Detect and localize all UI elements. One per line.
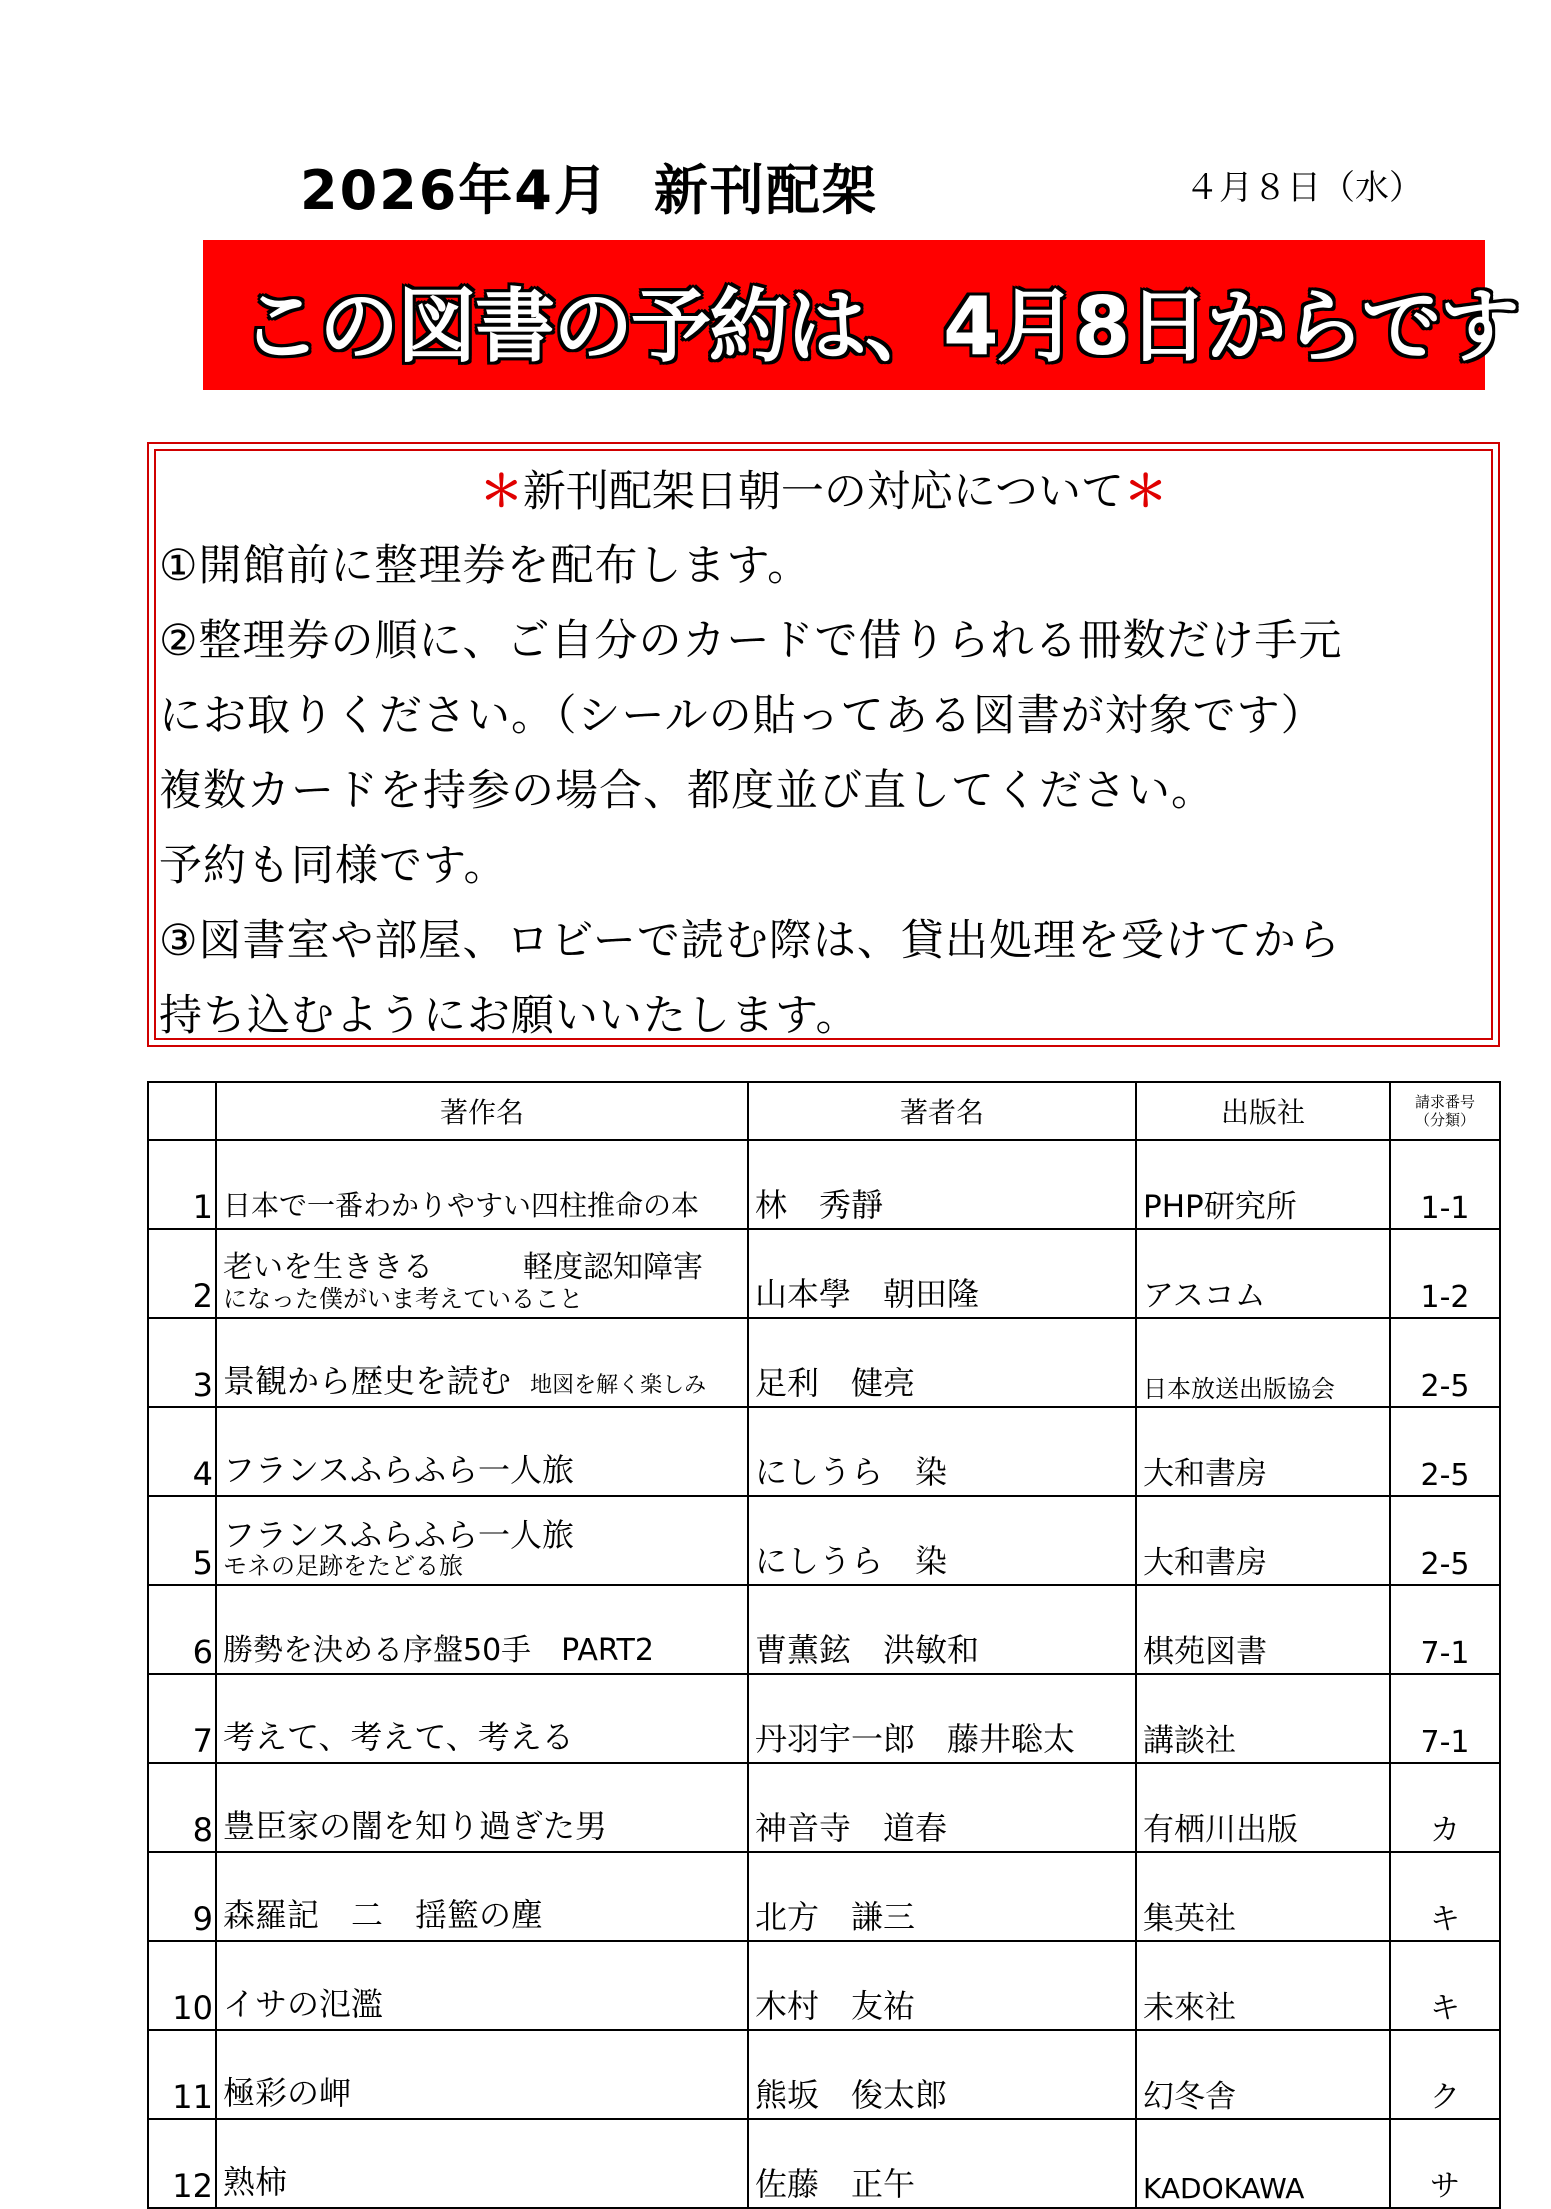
reservation-banner: [203, 240, 1518, 390]
row-author: 足利 健亮: [748, 1318, 1136, 1407]
row-code: 7-1: [1390, 1674, 1500, 1763]
row-title-block: [216, 1496, 748, 1585]
row-title: 森羅記 二 揺籃の塵: [216, 1852, 748, 1941]
row-publisher: KADOKAWA: [1136, 2119, 1390, 2208]
row-number: 7: [148, 1674, 216, 1763]
row-title: 考えて、考えて、考える: [216, 1674, 748, 1763]
table-row: [148, 1140, 1500, 1229]
row-author: 神音寺 道春: [748, 1763, 1136, 1852]
book-table: [147, 1081, 1501, 2209]
row-number: 8: [148, 1763, 216, 1852]
row-publisher: 日本放送出版協会: [1136, 1318, 1390, 1407]
row-code: 7-1: [1390, 1585, 1500, 1674]
table-row: [148, 1407, 1500, 1496]
row-number: 11: [148, 2030, 216, 2119]
row-code: 1-1: [1390, 1140, 1500, 1229]
row-number: 2: [148, 1229, 216, 1318]
row-publisher: 講談社: [1136, 1674, 1390, 1763]
row-number: 3: [148, 1318, 216, 1407]
header-author: 著者名: [748, 1082, 1136, 1140]
row-author: 佐藤 正午: [748, 2119, 1136, 2208]
row-code: ク: [1390, 2030, 1500, 2119]
notice-line: 予約も同様です。: [159, 841, 508, 891]
row-publisher: 集英社: [1136, 1852, 1390, 1941]
row-subtitle: になった僕がいま考えていること: [223, 1285, 583, 1313]
row-code: 2-5: [1390, 1496, 1500, 1585]
row-author: 山本學 朝田隆: [748, 1229, 1136, 1318]
row-title: フランスふらふら一人旅: [216, 1407, 748, 1496]
row-author: 曹薫鉉 洪敏和: [748, 1585, 1136, 1674]
header-code: [1390, 1082, 1500, 1140]
row-code: カ: [1390, 1763, 1500, 1852]
row-number: 4: [148, 1407, 216, 1496]
header-title: 著作名: [216, 1082, 748, 1140]
row-title: 勝勢を決める序盤50手 PART2: [216, 1585, 748, 1674]
table-header-row: [148, 1082, 1500, 1140]
row-title-block: [216, 1318, 748, 1407]
table-row: [148, 1941, 1500, 2030]
table-row: [148, 2119, 1500, 2208]
row-publisher: PHP研究所: [1136, 1140, 1390, 1229]
row-author: にしうら 染: [748, 1407, 1136, 1496]
table-row: [148, 1585, 1500, 1674]
row-publisher: 棋苑図書: [1136, 1585, 1390, 1674]
title-main: 新刊配架: [653, 159, 878, 222]
table-row: [148, 1318, 1500, 1407]
header-publisher: 出版社: [1136, 1082, 1390, 1140]
row-publisher: 大和書房: [1136, 1407, 1390, 1496]
row-title: フランスふらふら一人旅: [223, 1516, 575, 1554]
row-title: イサの氾濫: [216, 1941, 748, 2030]
row-title: 豊臣家の闇を知り過ぎた男: [216, 1763, 748, 1852]
table-row: [148, 1674, 1500, 1763]
notice-heading-text: 新刊配架日朝一の対応について: [522, 467, 1125, 517]
notice-line: ①開館前に整理券を配布します。: [159, 541, 812, 591]
row-author: 木村 友祐: [748, 1941, 1136, 2030]
star-icon-right: ＊: [1124, 467, 1168, 517]
header-code-line1: 請求番号: [1414, 1093, 1475, 1111]
banner-text: この図書の予約は、4月8日からです: [241, 280, 1518, 373]
row-title-block: [216, 1229, 748, 1318]
header-number: [148, 1082, 216, 1140]
row-code: サ: [1390, 2119, 1500, 2208]
row-author: にしうら 染: [748, 1496, 1136, 1585]
row-title: 熟柿: [216, 2119, 748, 2208]
row-publisher: 有栖川出版: [1136, 1763, 1390, 1852]
table-row: [148, 2030, 1500, 2119]
notice-line: ②整理券の順に、ご自分のカードで借りられる冊数だけ手元: [159, 616, 1343, 666]
row-number: 12: [148, 2119, 216, 2208]
notice-line: にお取りください。（シールの貼ってある図書が対象です）: [159, 691, 1325, 741]
row-number: 10: [148, 1941, 216, 2030]
row-code: キ: [1390, 1941, 1500, 2030]
row-author: 林 秀靜: [748, 1140, 1136, 1229]
row-title: 日本で一番わかりやすい四柱推命の本: [216, 1140, 748, 1229]
notice-box: [147, 442, 1500, 1047]
row-author: 丹羽宇一郎 藤井聡太: [748, 1674, 1136, 1763]
page-title: [300, 148, 878, 225]
notice-heading: [149, 458, 1498, 519]
title-year-month: 2026年4月: [300, 159, 610, 222]
row-author: 熊坂 俊太郎: [748, 2030, 1136, 2119]
row-code: 2-5: [1390, 1318, 1500, 1407]
row-number: 6: [148, 1585, 216, 1674]
row-title: 景観から歴史を読む: [223, 1362, 512, 1400]
row-number: 5: [148, 1496, 216, 1585]
notice-line: 複数カードを持参の場合、都度並び直してください。: [159, 766, 1215, 816]
notice-line: ③図書室や部屋、ロビーで読む際は、貸出処理を受けてから: [159, 916, 1341, 966]
table-row: [148, 1852, 1500, 1941]
row-title: 極彩の岬: [216, 2030, 748, 2119]
notice-line: 持ち込むようにお願いいたします。: [159, 991, 860, 1041]
star-icon-left: ＊: [479, 467, 523, 517]
row-subtitle: モネの足跡をたどる旅: [223, 1552, 463, 1580]
row-number: 1: [148, 1140, 216, 1229]
row-author: 北方 謙三: [748, 1852, 1136, 1941]
row-code: キ: [1390, 1852, 1500, 1941]
row-code: 1-2: [1390, 1229, 1500, 1318]
row-publisher: アスコム: [1136, 1229, 1390, 1318]
page-date: ４月８日（水）: [1185, 168, 1423, 208]
table-row: [148, 1229, 1500, 1318]
row-subtitle: 地図を解く楽しみ: [530, 1373, 707, 1398]
header-code-line2: （分類）: [1414, 1111, 1475, 1129]
table-row: [148, 1496, 1500, 1585]
row-publisher: 未來社: [1136, 1941, 1390, 2030]
row-publisher: 大和書房: [1136, 1496, 1390, 1585]
row-number: 9: [148, 1852, 216, 1941]
row-publisher: 幻冬舎: [1136, 2030, 1390, 2119]
table-row: [148, 1763, 1500, 1852]
row-code: 2-5: [1390, 1407, 1500, 1496]
row-title: 老いを生ききる 軽度認知障害: [223, 1250, 703, 1285]
